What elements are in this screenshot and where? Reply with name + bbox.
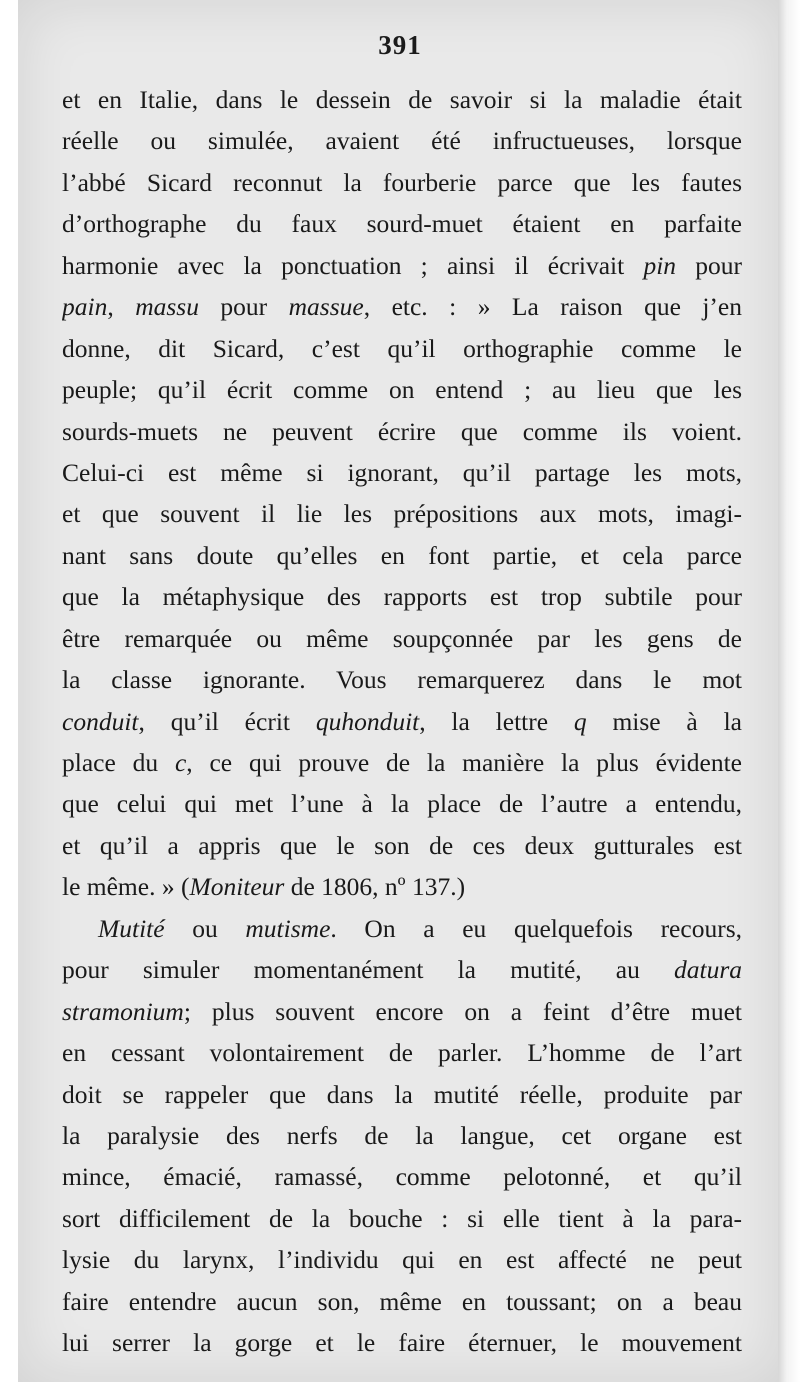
- text-line: [62, 1322, 742, 1363]
- text-span: ,: [107, 292, 136, 322]
- text-line: [62, 120, 742, 161]
- text-span: ; plus souvent encore on a feint d’être muet: [183, 996, 742, 1026]
- italic-text: Moniteur: [189, 872, 285, 902]
- text-line: [62, 618, 742, 659]
- italic-text: c: [174, 748, 187, 777]
- text-line: [62, 203, 742, 244]
- text-span: peuple; qu’il écrit comme on entend ; au lieu que les: [62, 375, 742, 405]
- text-span: sort difficilement de la bouche : si elle tient à la para-: [62, 1203, 742, 1233]
- text-span: pour simuler momentanément la mutité, au: [62, 955, 674, 985]
- text-line: [62, 452, 742, 493]
- italic-text: massue: [288, 292, 364, 322]
- text-span: sourds-muets ne peuvent écrire que comme ils voient.: [62, 416, 742, 446]
- text-line: [62, 369, 742, 410]
- italic-text: q: [573, 706, 587, 736]
- page-edge: [778, 0, 800, 1382]
- italic-text: pain: [62, 292, 108, 322]
- text-span: pour: [198, 292, 289, 322]
- text-line: [62, 908, 742, 949]
- text-line: [62, 825, 742, 866]
- page-number: 391: [378, 30, 422, 60]
- text-span: que la métaphysique des rapports est trop subtile pour: [62, 582, 742, 612]
- text-span: , qu’il écrit: [138, 706, 316, 736]
- text-span: la classe ignorante. Vous remarquerez dans le mot: [62, 665, 742, 695]
- italic-text: Mutité: [98, 913, 165, 943]
- text-line: [62, 411, 742, 452]
- text-span: d’orthographe du faux sourd-muet étaient en parfaite: [62, 209, 742, 239]
- italic-text: mutisme: [245, 913, 331, 943]
- text-line: [62, 576, 742, 617]
- text-line: [62, 1156, 742, 1197]
- text-span: harmonie avec la ponctuation ; ainsi il écrivait: [62, 250, 644, 280]
- text-span: l’abbé Sicard reconnut la fourberie parce que les fautes: [62, 167, 742, 197]
- text-span: et en Italie, dans le dessein de savoir si la maladie était: [62, 85, 742, 114]
- text-line: [62, 1281, 742, 1322]
- text-span: place du: [62, 748, 175, 777]
- text-span: que celui qui met l’une à la place de l’autre a entendu,: [62, 789, 742, 819]
- text-line: [62, 783, 742, 824]
- text-line: [62, 659, 742, 700]
- text-span: de 1806, nº 137.): [284, 872, 466, 902]
- text-span: donne, dit Sicard, c’est qu’il orthographie comme le: [62, 333, 742, 363]
- body-text: [62, 79, 742, 1364]
- text-span: être remarquée ou même soupçonnée par les gens de: [62, 623, 742, 653]
- text-span: pour: [676, 250, 742, 280]
- text-line: [62, 991, 742, 1032]
- text-span: ou: [164, 913, 246, 943]
- text-line: [62, 949, 742, 990]
- text-line: [62, 1239, 742, 1280]
- text-line: [62, 79, 742, 120]
- text-span: mince, émacié, ramassé, comme pelotonné, et qu’il: [62, 1162, 742, 1192]
- text-span: la paralysie des nerfs de la langue, cet organe est: [62, 1120, 742, 1150]
- text-span: lysie du larynx, l’individu qui en est affecté ne peut: [62, 1245, 742, 1275]
- text-line: [62, 742, 742, 783]
- text-span: lui serrer la gorge et le faire éternuer, le mouvement: [62, 1328, 742, 1358]
- text-span: réelle ou simulée, avaient été infructueuses, lorsque: [62, 126, 742, 156]
- text-span: , ce qui prouve de la manière la plus évidente: [186, 748, 742, 777]
- text-line: [62, 328, 742, 369]
- text-line: [62, 1198, 742, 1239]
- text-line: [62, 866, 742, 907]
- text-span: Celui-ci est même si ignorant, qu’il partage les mots,: [62, 457, 742, 487]
- text-line: [62, 162, 742, 203]
- text-span: nant sans doute qu’elles en font partie, et cela parce: [62, 540, 742, 570]
- italic-text: datura: [673, 955, 742, 985]
- text-line: [62, 245, 742, 286]
- text-span: en cessant volontairement de parler. L’homme de l’art: [62, 1038, 742, 1068]
- italic-text: massu: [135, 292, 199, 322]
- italic-text: quhonduit: [315, 706, 420, 736]
- text-line: [62, 535, 742, 576]
- text-span: faire entendre aucun son, même en toussant; on a beau: [62, 1286, 742, 1316]
- text-line: [62, 286, 742, 327]
- text-span: et que souvent il lie les prépositions aux mots, imagi-: [62, 499, 742, 529]
- text-span: , etc. : » La raison que j’en: [363, 292, 742, 322]
- text-span: . On a eu quelquefois recours,: [330, 913, 742, 943]
- text-span: doit se rappeler que dans la mutité réelle, produite par: [62, 1079, 742, 1109]
- text-span: mise à la: [586, 706, 742, 736]
- text-span: et qu’il a appris que le son de ces deux gutturales est: [62, 830, 742, 860]
- text-span: , la lettre: [419, 706, 574, 736]
- text-span: le même. » (: [62, 872, 190, 902]
- italic-text: stramonium: [62, 996, 184, 1026]
- text-line: [62, 1074, 742, 1115]
- text-line: [62, 1115, 742, 1156]
- text-line: [62, 1032, 742, 1073]
- italic-text: conduit: [62, 706, 139, 736]
- text-line: [62, 493, 742, 534]
- italic-text: pin: [643, 250, 677, 280]
- text-line: [62, 701, 742, 742]
